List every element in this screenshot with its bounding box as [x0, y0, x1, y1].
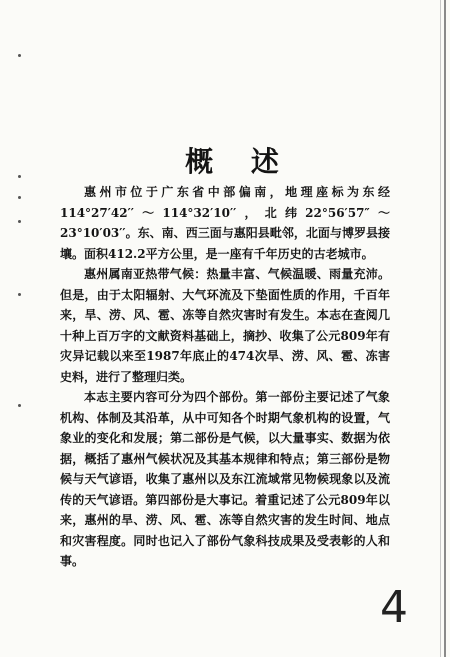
page-number: 4 [380, 582, 408, 633]
paragraph-location: 惠州市位于广东省中部偏南，地理座标为东经114°27′42′′～114°32′10′′，北纬22°56′57″～23°10′03′′。东、南、西三面与惠阳县毗邻，北面与博罗县接壤。面积412.2平方公里，是一座有千年历史的古老城市。 [60, 185, 390, 261]
binding-edge [444, 0, 446, 657]
binding-hole [18, 404, 21, 407]
binding-hole [18, 220, 21, 223]
paragraph-climate: 惠州属南亚热带气候：热量丰富、气候温暖、雨量充沛。但是，由于太阳辐射、大气环流及下垫面性质的作用，千百年来，旱、涝、风、雹、冻等自然灾害时有发生。本志在查阅几十种上百万字的文献资料基础上，摘抄、收集了公元809年有灾异记载以来至1987年底止的474次旱、涝、风、雹、冻害史料，进行了整理归类。 [60, 267, 390, 384]
binding-hole [18, 293, 21, 296]
binding-holes [18, 0, 24, 657]
binding-edge-inner [440, 0, 441, 657]
binding-hole [18, 54, 21, 57]
page-title: 概 述 [185, 145, 293, 178]
binding-hole [18, 196, 21, 199]
body-text [60, 182, 390, 572]
paragraph-contents: 本志主要内容可分为四个部份。第一部份主要记述了气象机构、体制及其沿革，从中可知各个时期气象机构的设置，气象业的变化和发展；第二部份是气候，以大量事实、数据为依据，概括了惠州气候状况及其基本规律和特点；第三部份是物候与天气谚语，收集了惠州以及东江流域常见物候现象以及流传的天气谚语。第四部份是大事记。着重记述了公元809年以来，惠州的旱、涝、风、雹、冻等自然灾害的发生时间、地点和灾害程度。同时也记入了部份气象科技成果及受表彰的人和事。 [60, 390, 390, 568]
